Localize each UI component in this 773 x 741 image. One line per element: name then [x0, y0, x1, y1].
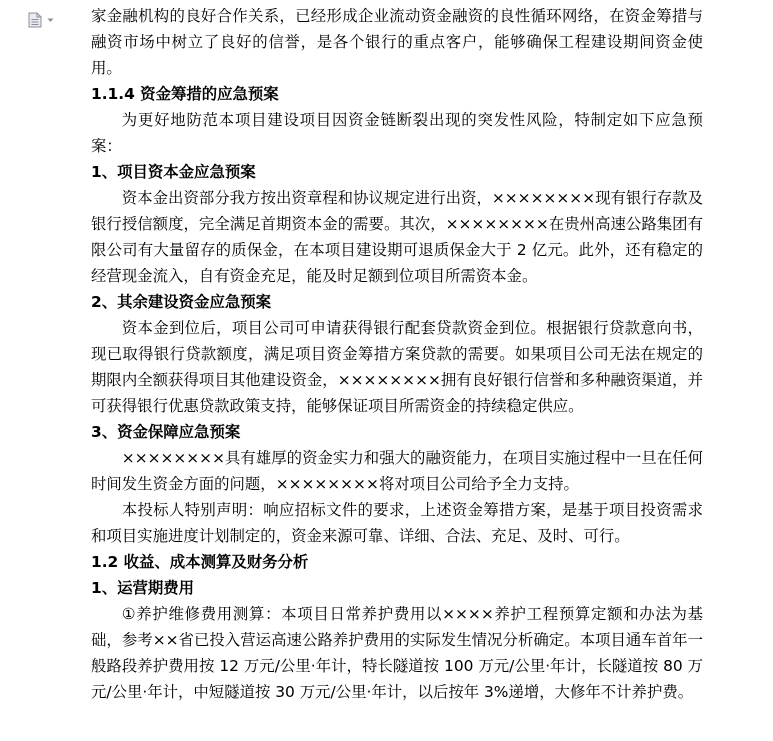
heading-1-2-financial-analysis: 1.2 收益、成本测算及财务分析	[91, 553, 309, 571]
dropdown-arrow-icon	[47, 18, 54, 23]
paragraph-maintenance-costs: ①养护维修费用测算：本项目日常养护费用以××××养护工程预算定额和办法为基础，参考××省已投入营运高速公路养护费用的实际发生情况分析确定。本项目通车首年一般路段养护费用按 12 万元/公里·年计，特长隧道按 100 万元/公里·年计，长隧道按 80 万元/公里·年计，中短隧道按 30 万元/公里·年计，以后按年 3%递增，大修年不计养护费。	[91, 605, 703, 701]
paragraph-bank-loans: 资本金到位后，项目公司可申请获得银行配套贷款资金到位。根据银行贷款意向书，现已取得银行贷款额度，满足项目资金筹措方案贷款的需要。如果项目公司无法在规定的期限内全额获得项目其他建设资金，××××××××拥有良好银行信誉和多种融资渠道，并可获得银行优惠贷款政策支持，能够保证项目所需资金的持续稳定供应。	[91, 319, 703, 415]
document-body	[91, 3, 703, 705]
heading-capital-emergency-plan: 1、项目资本金应急预案	[91, 163, 256, 181]
paragraph-capital-contribution: 资本金出资部分我方按出资章程和协议规定进行出资，××××××××现有银行存款及银行授信额度，完全满足首期资本金的需要。其次，××××××××在贵州高速公路集团有限公司有大量留存的质保金，在本项目建设期可退质保金大于 2 亿元。此外，还有稳定的经营现金流入，自有资金充足，能及时足额到位项目所需资本金。	[91, 189, 703, 285]
paragraph-financial-strength: ××××××××具有雄厚的资金实力和强大的融资能力，在项目实施过程中一旦在任何时间发生资金方面的问题，××××××××将对项目公司给予全力支持。	[91, 449, 703, 493]
document-options-button[interactable]	[28, 12, 56, 28]
document-icon	[28, 12, 42, 28]
heading-other-construction-funds: 2、其余建设资金应急预案	[91, 293, 272, 311]
heading-funding-guarantee: 3、资金保障应急预案	[91, 423, 241, 441]
heading-operating-costs: 1、运营期费用	[91, 579, 195, 597]
paragraph-bidder-statement: 本投标人特别声明：响应招标文件的要求，上述资金筹措方案，是基于项目投资需求和项目实施进度计划制定的，资金来源可靠、详细、合法、充足、及时、可行。	[91, 501, 703, 545]
paragraph-emergency-intro: 为更好地防范本项目建设项目因资金链断裂出现的突发性风险，特制定如下应急预案：	[91, 111, 703, 155]
heading-1-1-4-emergency-plan: 1.1.4 资金筹措的应急预案	[91, 85, 279, 103]
paragraph-funding-relations: 家金融机构的良好合作关系，已经形成企业流动资金融资的良性循环网络，在资金筹措与融资市场中树立了良好的信誉，是各个银行的重点客户，能够确保工程建设期间资金使用。	[91, 7, 703, 77]
